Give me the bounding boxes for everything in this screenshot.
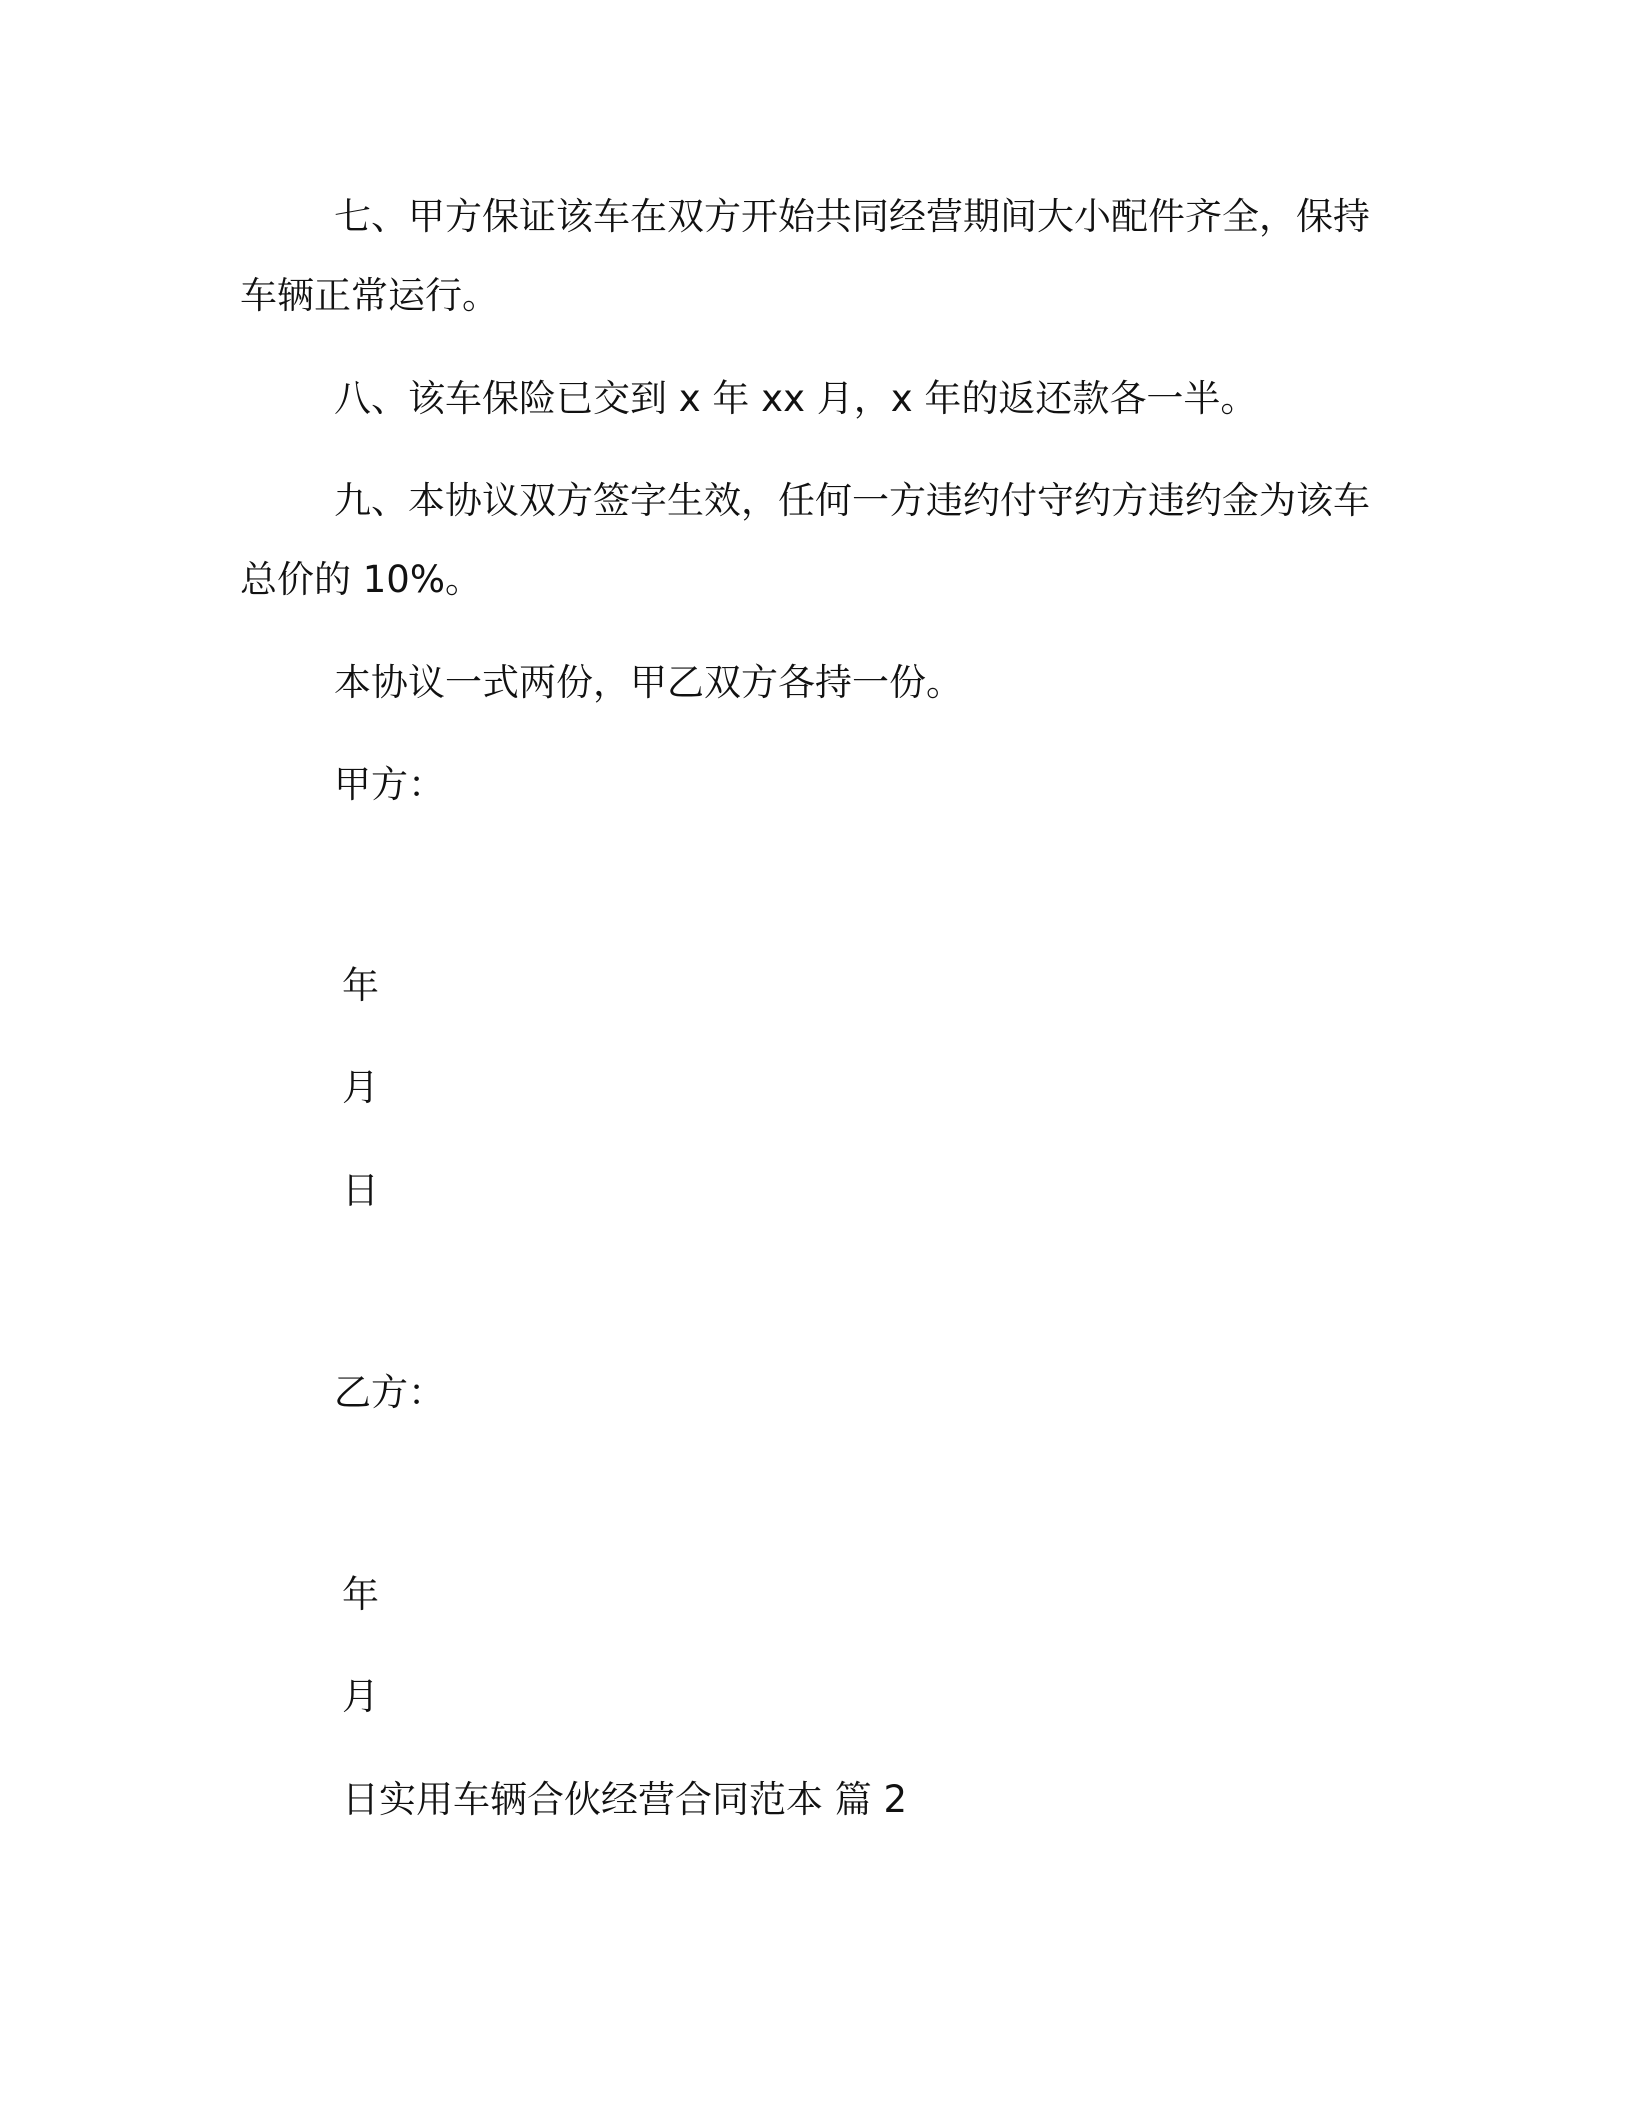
clause-7-line-2: 车辆正常运行。 <box>240 274 499 317</box>
party-a-month: 月 <box>342 1066 379 1109</box>
party-a-year: 年 <box>342 964 379 1007</box>
next-section-title: 日实用车辆合伙经营合同范本 篇 2 <box>342 1778 908 1821</box>
clause-9-line-1: 九、本协议双方签字生效，任何一方违约付守约方违约金为该车 <box>334 479 1370 522</box>
clause-7-line-1: 七、甲方保证该车在双方开始共同经营期间大小配件齐全，保持 <box>334 195 1370 238</box>
party-b-label: 乙方： <box>334 1371 445 1414</box>
party-a-day: 日 <box>342 1169 379 1212</box>
copies-note: 本协议一式两份，甲乙双方各持一份。 <box>334 661 963 704</box>
clause-8-line-1: 八、该车保险已交到 x 年 xx 月，x 年的返还款各一半。 <box>334 377 1258 420</box>
party-b-month: 月 <box>342 1675 379 1718</box>
party-b-year: 年 <box>342 1573 379 1616</box>
party-a-label: 甲方： <box>334 763 445 806</box>
clause-9-line-2: 总价的 10%。 <box>240 558 482 601</box>
